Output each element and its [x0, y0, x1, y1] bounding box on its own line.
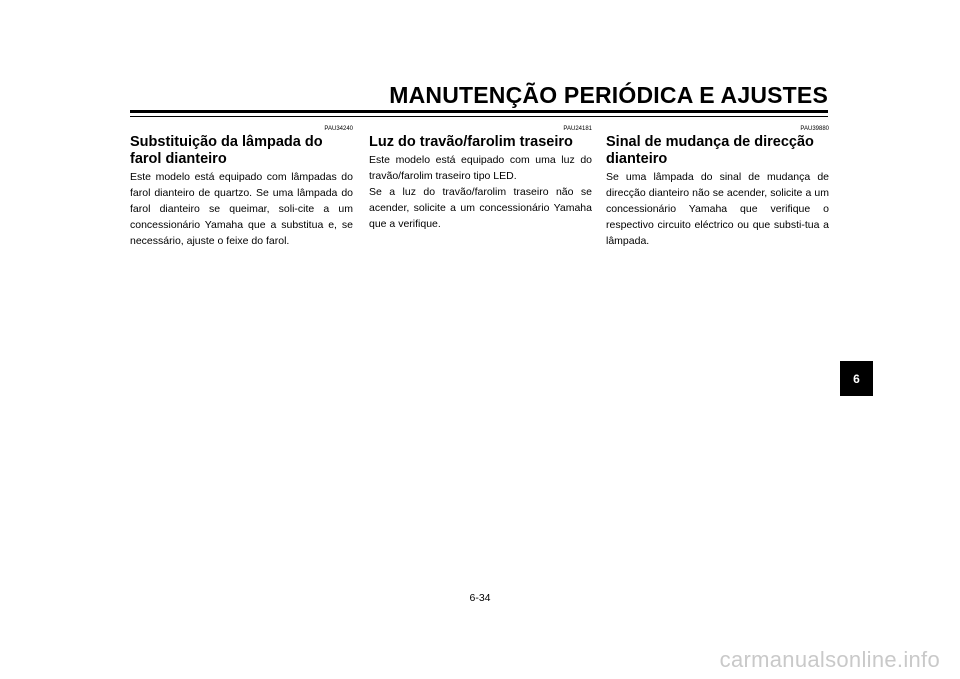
- section-paragraph: Este modelo está equipado com uma luz do travão/farolim traseiro tipo LED.: [369, 154, 592, 182]
- section-headlight-bulb: [130, 125, 353, 249]
- header-rule-thick: [130, 110, 828, 113]
- section-paragraph: Se a luz do travão/farolim traseiro não se acender, solicite a um concessionário Yamaha que a verifique.: [369, 186, 592, 230]
- section-front-turn-signal: [606, 125, 829, 249]
- section-code: PAU24181: [563, 126, 592, 132]
- section-code: PAU34240: [324, 126, 353, 132]
- page-title: MANUTENÇÃO PERIÓDICA E AJUSTES: [389, 82, 828, 108]
- page-number: 6-34: [469, 592, 491, 604]
- section-heading: Substituição da lâmpada do farol dianteiro: [130, 134, 323, 167]
- watermark: carmanualsonline.info: [719, 647, 940, 672]
- section-brake-tail-light: [369, 125, 592, 232]
- section-code: PAU39880: [800, 126, 829, 132]
- header-rule-thin: [130, 116, 828, 117]
- section-paragraph: Este modelo está equipado com lâmpadas do farol dianteiro de quartzo. Se uma lâmpada do farol dianteiro se queimar, soli-cite a um concessionário Yamaha que a substitua e, se necessário, ajuste o feixe do farol.: [130, 171, 353, 247]
- chapter-tab: 6: [840, 361, 873, 396]
- section-heading: Sinal de mudança de direcção dianteiro: [606, 134, 814, 167]
- section-heading: Luz do travão/farolim traseiro: [369, 134, 573, 150]
- section-paragraph: Se uma lâmpada do sinal de mudança de direcção dianteiro não se acender, solicite a um concessionário Yamaha que verifique o respectivo circuito eléctrico ou que substi-tua a lâmpada.: [606, 171, 829, 247]
